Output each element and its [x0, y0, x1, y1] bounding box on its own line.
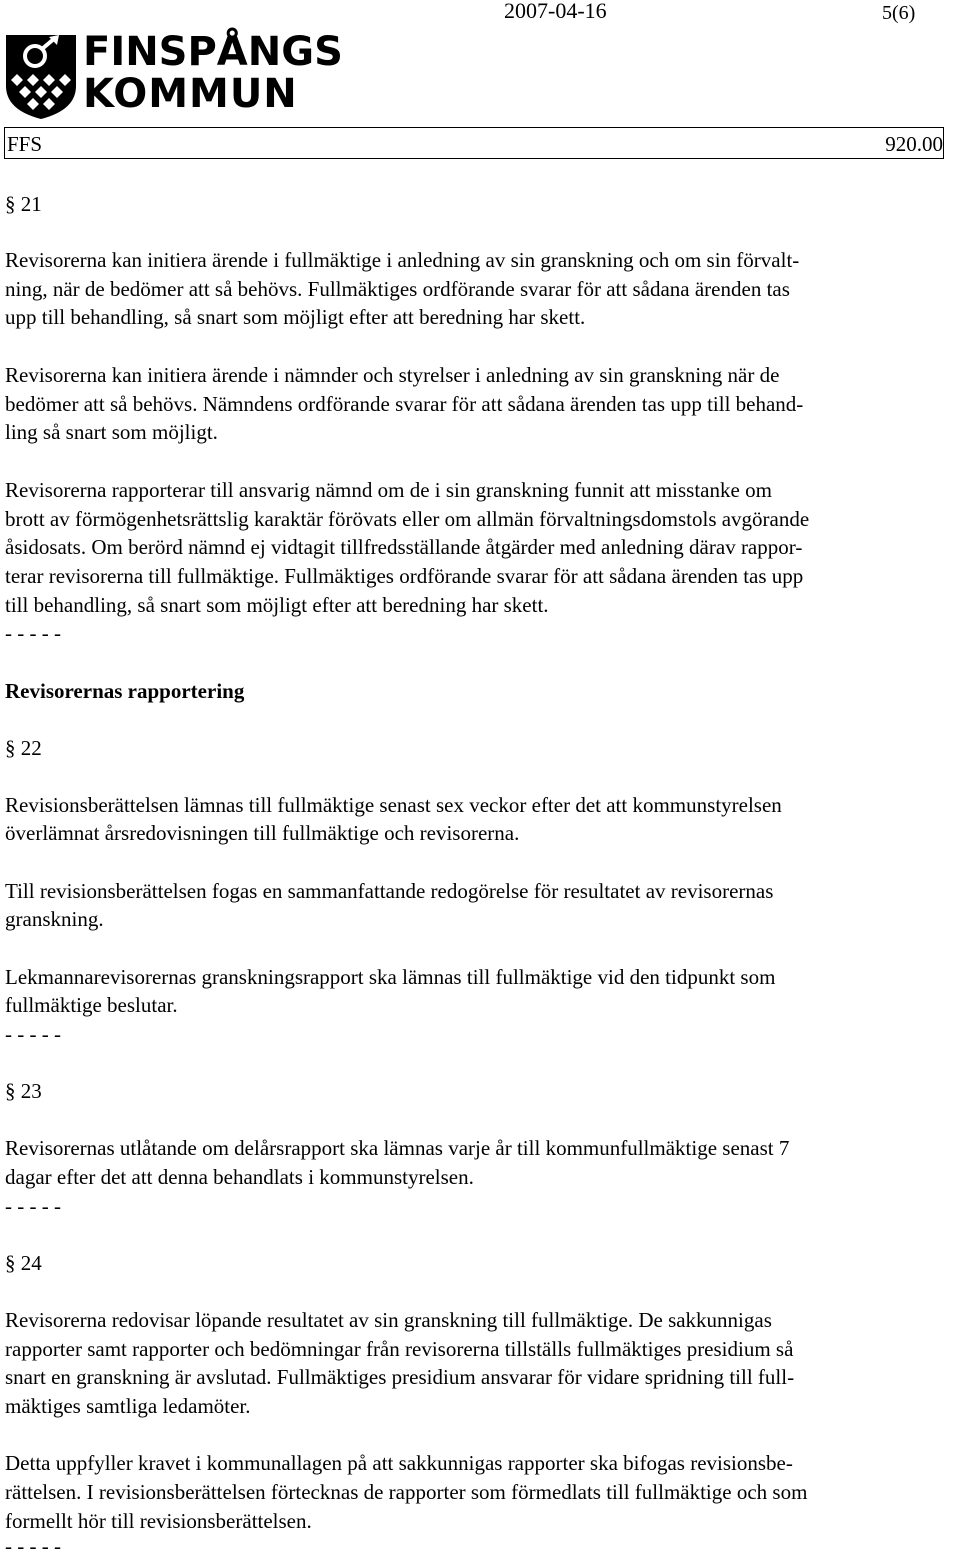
- paragraph-line: Revisorerna rapporterar till ansvarig nämnd om de i sin granskning funnit att misstanke om: [5, 478, 772, 502]
- paragraph-line: brott av förmögenhetsrättslig karaktär förövats eller om allmän förvaltningsdomstols avgörande: [5, 507, 810, 531]
- section-separator: - - - - -: [5, 1022, 61, 1046]
- paragraph-line: snart en granskning är avslutad. Fullmäktiges presidium ansvarar för vidare spridning till full-: [5, 1365, 795, 1389]
- paragraph-line: rapporter samt rapporter och bedömningar från revisorerna tillställs fullmäktiges presidium så: [5, 1337, 794, 1361]
- paragraph-line: Revisorernas utlåtande om delårsrapport ska lämnas varje år till kommunfullmäktige senast 7: [5, 1136, 790, 1160]
- paragraph-line: åsidosats. Om berörd nämnd ej vidtagit tillfredsställande åtgärder med anledning därav rappor-: [5, 535, 803, 559]
- paragraph-line: dagar efter det att denna behandlats i kommunstyrelsen.: [5, 1165, 474, 1189]
- paragraph-line: överlämnat årsredovisningen till fullmäktige och revisorerna.: [5, 821, 520, 845]
- document-date: 2007-04-16: [504, 0, 607, 23]
- coat-of-arms-icon: [5, 34, 77, 120]
- document-code-bar: [4, 127, 944, 159]
- paragraph-line: mäktiges samtliga ledamöter.: [5, 1394, 251, 1418]
- paragraph-line: rättelsen. I revisionsberättelsen förtecknas de rapporter som förmedlats till fullmäktige och som: [5, 1480, 808, 1504]
- logo-text-line1: FINSPÅNGS: [83, 29, 343, 75]
- section-separator: - - - - -: [5, 1534, 61, 1558]
- paragraph-line: upp till behandling, så snart som möjligt efter att beredning har skett.: [5, 305, 586, 329]
- section-title-23: § 23: [5, 1079, 42, 1103]
- paragraph-line: Detta uppfyller kravet i kommunallagen på att sakkunnigas rapporter ska bifogas revisionsbe-: [5, 1451, 793, 1475]
- section-separator: - - - - -: [5, 1194, 61, 1218]
- paragraph-line: Till revisionsberättelsen fogas en sammanfattande redogörelse för resultatet av revisorernas: [5, 879, 774, 903]
- document-number: 920.00: [885, 132, 943, 156]
- section-separator: - - - - -: [5, 621, 61, 645]
- section-title-21: § 21: [5, 192, 42, 216]
- paragraph-line: terar revisorerna till fullmäktige. Fullmäktiges ordförande svarar för att sådana ärenden tas upp: [5, 564, 804, 588]
- page-number: 5(6): [882, 2, 916, 24]
- paragraph-line: bedömer att så behövs. Nämndens ordförande svarar för att sådana ärenden tas upp till behand-: [5, 392, 804, 416]
- section-heading: Revisorernas rapportering: [5, 679, 245, 703]
- paragraph-line: fullmäktige beslutar.: [5, 993, 178, 1017]
- paragraph-line: Lekmannarevisorernas granskningsrapport ska lämnas till fullmäktige vid den tidpunkt som: [5, 965, 776, 989]
- paragraph-line: ning, när de bedömer att så behövs. Fullmäktiges ordförande svarar för att sådana ärenden tas: [5, 277, 790, 301]
- paragraph-line: Revisorerna redovisar löpande resultatet av sin granskning till fullmäktige. De sakkunnigas: [5, 1308, 772, 1332]
- paragraph-line: formellt hör till revisionsberättelsen.: [5, 1509, 312, 1533]
- section-title-22: § 22: [5, 736, 42, 760]
- paragraph-line: granskning.: [5, 907, 104, 931]
- paragraph-line: ling så snart som möjligt.: [5, 420, 218, 444]
- paragraph-line: Revisorerna kan initiera ärende i nämnder och styrelser i anledning av sin granskning när de: [5, 363, 780, 387]
- paragraph-line: Revisorerna kan initiera ärende i fullmäktige i anledning av sin granskning och om sin förvalt-: [5, 248, 800, 272]
- municipality-logo: [5, 29, 365, 122]
- paragraph-line: till behandling, så snart som möjligt efter att beredning har skett.: [5, 593, 549, 617]
- logo-text-line2: KOMMUN: [83, 71, 298, 117]
- section-title-24: § 24: [5, 1251, 42, 1275]
- paragraph-line: Revisionsberättelsen lämnas till fullmäktige senast sex veckor efter det att kommunstyrelsen: [5, 793, 782, 817]
- document-code: FFS: [7, 132, 43, 156]
